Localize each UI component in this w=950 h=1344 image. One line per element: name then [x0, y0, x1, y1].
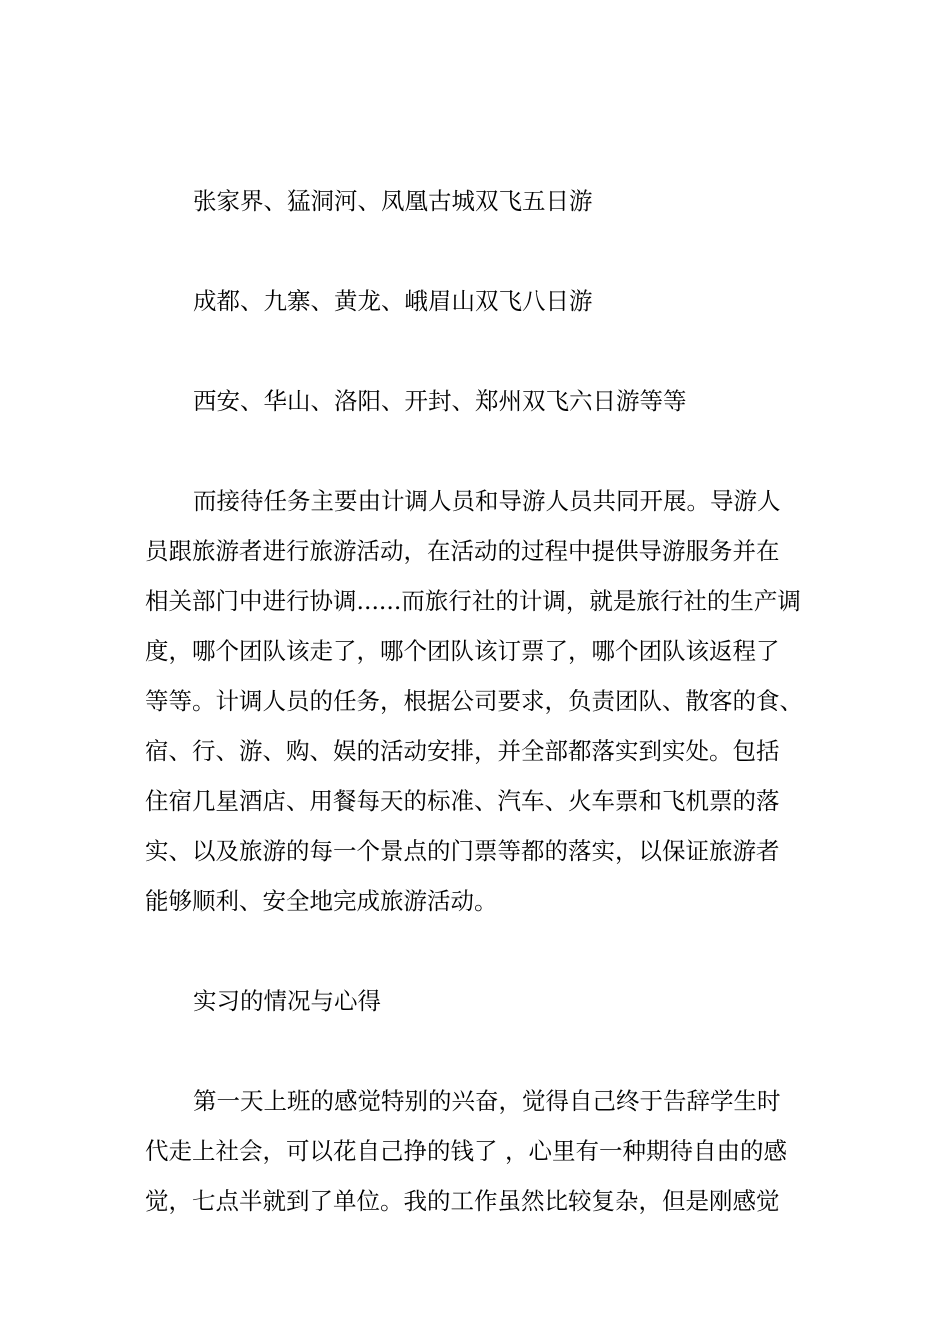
- itinerary-line-2: 成都、九寨、黄龙、峨眉山双飞八日游: [193, 287, 593, 315]
- paragraph-line: 相关部门中进行协调......而旅行社的计调，就是旅行社的生产调: [145, 587, 801, 615]
- paragraph-line: 员跟旅游者进行旅游活动，在活动的过程中提供导游服务并在: [145, 537, 780, 565]
- paragraph-line: 住宿几星酒店、用餐每天的标准、汽车、火车票和飞机票的落: [145, 787, 780, 815]
- itinerary-line-3: 西安、华山、洛阳、开封、郑州双飞六日游等等: [193, 387, 687, 415]
- paragraph-line: 宿、行、游、购、娱的活动安排，并全部都落实到实处。包括: [145, 737, 780, 765]
- paragraph-line: 代走上社会，可以花自己挣的钱了 ，心里有一种期待自由的感: [145, 1137, 787, 1165]
- paragraph-line: 而接待任务主要由计调人员和导游人员共同开展。导游人: [193, 487, 781, 515]
- paragraph-line: 等等。计调人员的任务，根据公司要求，负责团队、散客的食、: [145, 687, 803, 715]
- paragraph-line: 第一天上班的感觉特别的兴奋，觉得自己终于告辞学生时: [193, 1087, 781, 1115]
- itinerary-line-1: 张家界、猛洞河、凤凰古城双飞五日游: [193, 187, 593, 215]
- paragraph-line: 实、以及旅游的每一个景点的门票等都的落实，以保证旅游者: [145, 837, 780, 865]
- paragraph-line: 度，哪个团队该走了，哪个团队该订票了，哪个团队该返程了: [145, 637, 780, 665]
- paragraph-line: 能够顺利、安全地完成旅游活动。: [145, 887, 498, 915]
- section-heading: 实习的情况与心得: [193, 987, 381, 1015]
- paragraph-line: 觉，七点半就到了单位。我的工作虽然比较复杂，但是刚感觉: [145, 1187, 780, 1215]
